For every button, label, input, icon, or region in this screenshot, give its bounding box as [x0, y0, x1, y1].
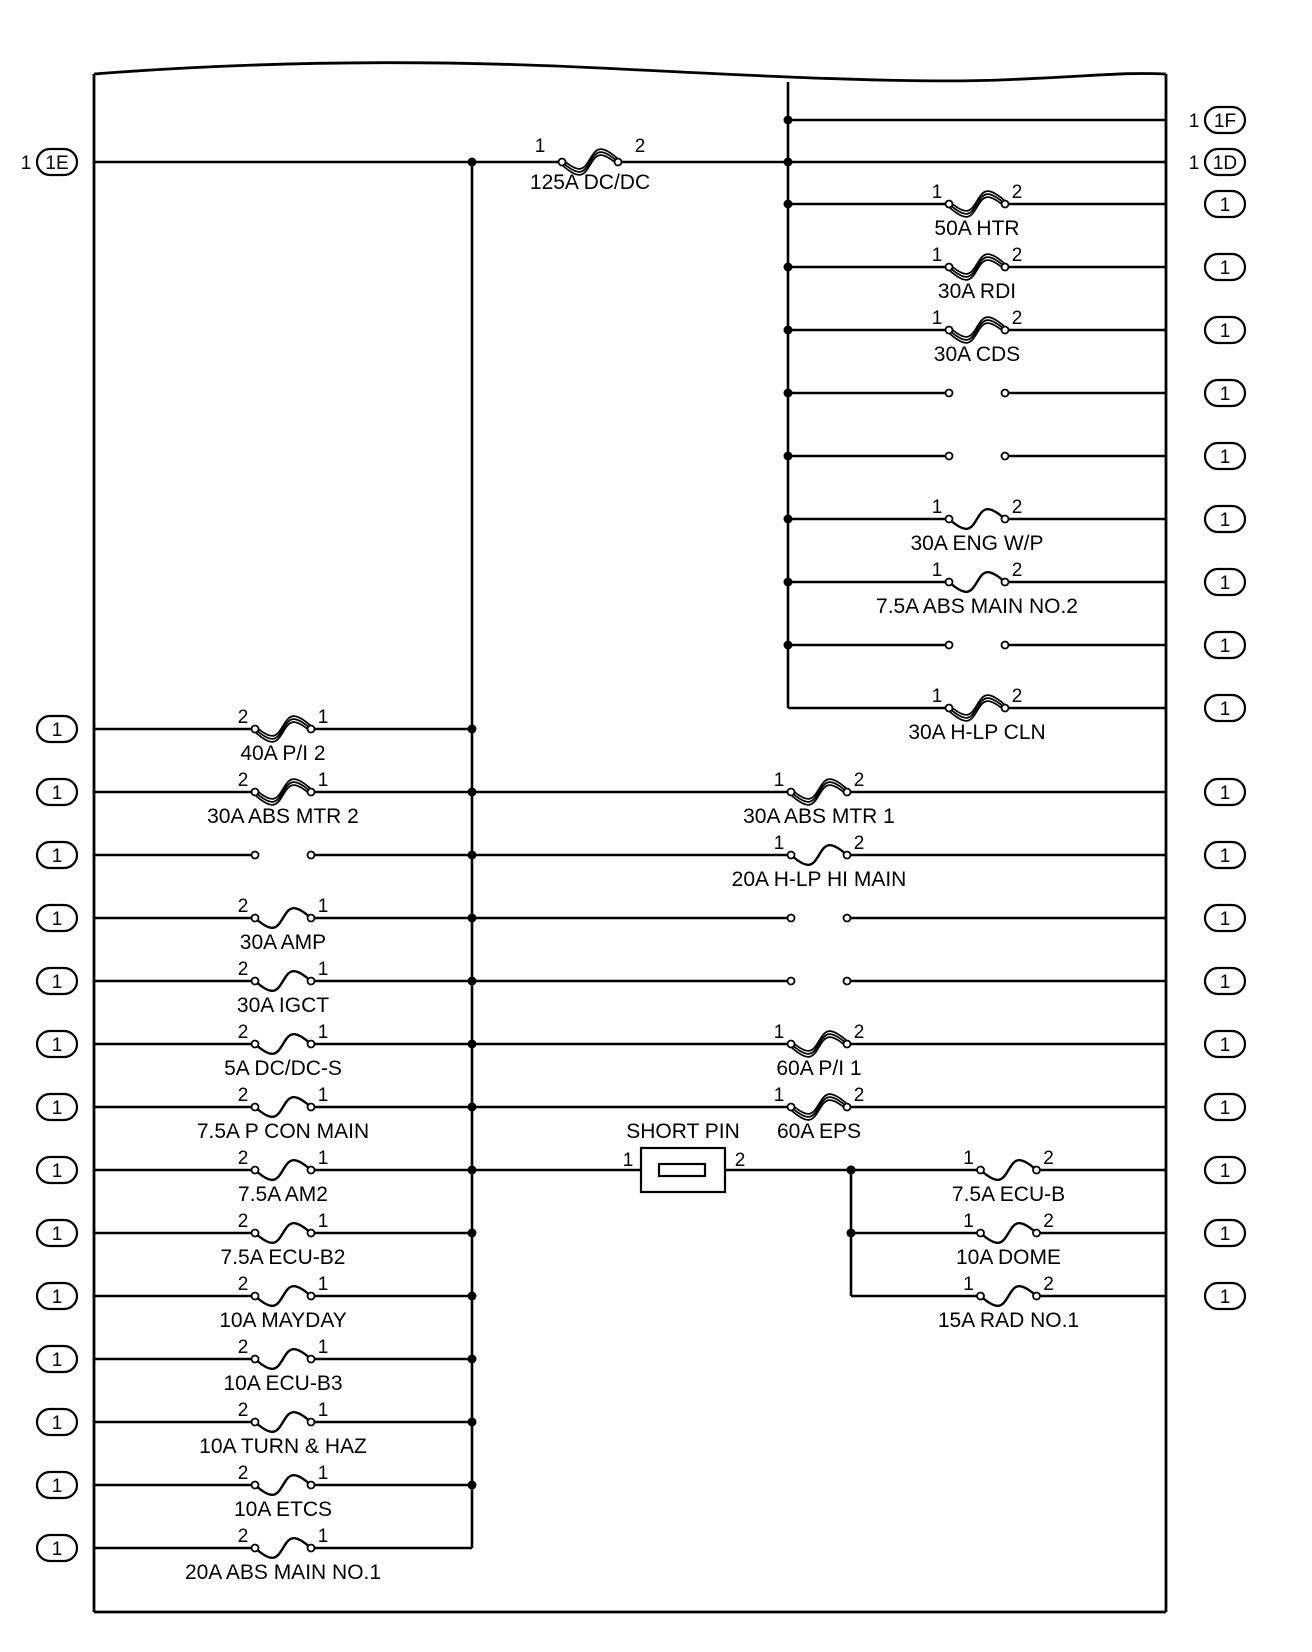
- fuse-pin-label: 1: [931, 560, 943, 581]
- fuse-pin-label: 2: [1011, 182, 1023, 203]
- fuse-label: 7.5A P CON MAIN: [196, 1120, 370, 1143]
- junction-dot: [784, 158, 793, 167]
- fuse-pin-label: 1: [931, 182, 943, 203]
- connector-left-label: 1: [51, 1098, 63, 1119]
- fuse-terminal: [946, 264, 953, 271]
- connector-left-label: 1: [51, 846, 63, 867]
- fuse-label: 30A ABS MTR 2: [207, 805, 359, 828]
- junction-dot: [468, 788, 477, 797]
- fuse-label: 10A ETCS: [233, 1498, 333, 1521]
- fuse-pin-label: 2: [237, 1085, 249, 1106]
- connector-right-label: 1: [1219, 636, 1231, 657]
- fuse-label: 30A AMP: [239, 931, 327, 954]
- junction-dot: [468, 1481, 477, 1490]
- fuse-pin-label: 2: [853, 770, 865, 791]
- fuse-pin-label: 1: [773, 833, 785, 854]
- connector-right-label: 1: [1219, 1287, 1231, 1308]
- junction-dot: [784, 515, 793, 524]
- connector-left-label: 1: [51, 1035, 63, 1056]
- fuse-terminal: [308, 1293, 315, 1300]
- fuse-terminal: [252, 852, 259, 859]
- short-pin-pin: 1: [622, 1150, 634, 1171]
- connector-left-label: 1: [51, 1161, 63, 1182]
- fuse-pin-label: 2: [634, 136, 646, 157]
- fuse-pin-label: 2: [1011, 245, 1023, 266]
- fuse-pin-label: 2: [1043, 1148, 1054, 1169]
- junction-dot: [468, 1040, 477, 1049]
- fuse-terminal: [308, 915, 315, 922]
- fuse-pin-label: 1: [963, 1211, 974, 1232]
- fuse-pin-label: 1: [317, 707, 329, 728]
- fuse-pin-label: 2: [237, 1148, 249, 1169]
- fuse-label: 30A CDS: [933, 343, 1021, 366]
- junction-dot: [468, 851, 477, 860]
- fuse-terminal: [946, 453, 953, 460]
- fuse-pin-label: 2: [237, 1211, 249, 1232]
- fuse-terminal: [252, 726, 259, 733]
- fuse-terminal: [308, 852, 315, 859]
- connector-right-label: 1: [1219, 846, 1231, 867]
- fuse-pin-label: 1: [773, 1022, 785, 1043]
- outline-top-break: [94, 63, 1166, 81]
- fuse-pin-label: 1: [317, 1148, 329, 1169]
- fuse-terminal: [788, 789, 795, 796]
- fuse-terminal: [308, 789, 315, 796]
- fuse-label: 30A ABS MTR 1: [743, 805, 895, 828]
- junction-dot: [468, 1166, 477, 1175]
- fuse-terminal: [615, 159, 622, 166]
- connector-1e-label: 1E: [45, 153, 69, 174]
- fuse-pin-label: 1: [931, 686, 943, 707]
- fuse-label: 10A TURN & HAZ: [199, 1435, 367, 1458]
- fuse-label: 7.5A ABS MAIN NO.2: [876, 595, 1078, 618]
- junction-dot: [784, 452, 793, 461]
- connector-right-label: 1: [1219, 384, 1231, 405]
- fuse-terminal: [788, 915, 795, 922]
- fuse-label: 30A IGCT: [236, 994, 330, 1017]
- fuse-terminal: [252, 789, 259, 796]
- fuse-terminal: [252, 1356, 259, 1363]
- labels: [21, 111, 1237, 1584]
- fuse-terminal: [1002, 390, 1009, 397]
- fuse-terminal: [844, 852, 851, 859]
- junction-dot: [784, 389, 793, 398]
- fuse-terminal: [946, 390, 953, 397]
- fuse-pin-label: 2: [237, 1337, 249, 1358]
- fuse-pin-label: 1: [773, 1085, 785, 1106]
- fuse-label: 60A P/I 1: [776, 1057, 862, 1080]
- fuse-terminal: [252, 1419, 259, 1426]
- fuse-label: 30A RDI: [937, 280, 1017, 303]
- connector-right-label: 1: [1219, 1035, 1231, 1056]
- fuse-pin-label: 2: [237, 1274, 249, 1295]
- fuse-pin-label: 1: [317, 1337, 329, 1358]
- fuse-terminal: [946, 327, 953, 334]
- fuse-terminal: [977, 1167, 984, 1174]
- short-pin-pin: 2: [734, 1150, 746, 1171]
- fuse-terminal: [1002, 642, 1009, 649]
- fuse-terminal: [946, 705, 953, 712]
- fuse-terminal: [1002, 453, 1009, 460]
- connector-right-label: 1: [1219, 321, 1231, 342]
- fuse-label: 7.5A AM2: [238, 1183, 328, 1206]
- junction-dot: [847, 1166, 856, 1175]
- fuse-pin-label: 2: [237, 1400, 249, 1421]
- fuse-label: 60A EPS: [776, 1120, 862, 1143]
- fuse-terminal: [788, 978, 795, 985]
- fuse-pin-label: 1: [963, 1148, 974, 1169]
- junction-dot: [784, 200, 793, 209]
- fuse-terminal: [1002, 579, 1009, 586]
- fuse-terminal: [977, 1230, 984, 1237]
- junction-dot: [468, 158, 477, 167]
- connector-left-label: 1: [51, 1476, 63, 1497]
- fuse-label: 10A ECU-B3: [223, 1372, 343, 1395]
- fuse-label: 15A RAD NO.1: [937, 1309, 1080, 1332]
- fuse-pin-label: 1: [773, 770, 785, 791]
- connector-left-label: 1: [51, 1413, 63, 1434]
- connector-left-label: 1: [51, 972, 63, 993]
- fuse-label: 20A ABS MAIN NO.1: [184, 1561, 382, 1584]
- junction-dot: [784, 641, 793, 650]
- connector-right-label: 1: [1219, 195, 1231, 216]
- fuse-label: 10A DOME: [955, 1246, 1062, 1269]
- junction-dot: [468, 1292, 477, 1301]
- fuse-label: 5A DC/DC-S: [224, 1057, 342, 1080]
- fuse-pin-label: 1: [317, 1274, 329, 1295]
- fuse-pin-label: 2: [1043, 1274, 1054, 1295]
- fuse-terminal: [252, 978, 259, 985]
- fuse-pin-label: 2: [1011, 686, 1023, 707]
- junction-dot: [468, 725, 477, 734]
- junction-dot: [784, 326, 793, 335]
- fuse-pin-label: 1: [317, 1400, 329, 1421]
- connector-left-label: 1: [51, 1350, 63, 1371]
- fuse-pin-label: 2: [1011, 308, 1023, 329]
- junction-dot: [468, 914, 477, 923]
- fuse-terminal: [1002, 264, 1009, 271]
- junction-dot: [468, 1103, 477, 1112]
- connector-left-label: 1: [51, 783, 63, 804]
- junction-dot: [784, 263, 793, 272]
- fuse-terminal: [1033, 1167, 1040, 1174]
- fuse-terminal: [308, 1356, 315, 1363]
- connector-right-label: 1: [1219, 1224, 1231, 1245]
- connector-right-label: 1: [1219, 573, 1231, 594]
- connector-1d-label: 1D: [1212, 153, 1238, 174]
- junction-dot: [847, 1229, 856, 1238]
- fuse-pin-label: 2: [1011, 560, 1023, 581]
- fuse-terminal: [308, 1167, 315, 1174]
- fuse-pin-label: 2: [237, 896, 249, 917]
- connector-1f-label: 1F: [1213, 111, 1237, 132]
- fuse-terminal: [1002, 516, 1009, 523]
- fuse-pin-label: 1: [317, 896, 329, 917]
- fuse-label: 7.5A ECU-B: [951, 1183, 1066, 1206]
- connector-left-label: 1: [51, 1224, 63, 1245]
- fuse-terminal: [252, 1167, 259, 1174]
- junction-dot: [468, 1229, 477, 1238]
- fuse-terminal: [252, 1041, 259, 1048]
- fuse-terminal: [844, 1104, 851, 1111]
- connector-right-label: 1: [1219, 909, 1231, 930]
- fuse-label: 30A ENG W/P: [910, 532, 1044, 555]
- connector-left-label: 1: [51, 1539, 63, 1560]
- fuse-label: 20A H-LP HI MAIN: [731, 868, 907, 891]
- fuse-pin-label: 1: [317, 1211, 329, 1232]
- fuse-pin-label: 2: [237, 770, 249, 791]
- fuse-terminal: [946, 642, 953, 649]
- fuse-terminal: [844, 978, 851, 985]
- fuse-terminal: [788, 1041, 795, 1048]
- connector-right-label: 1: [1219, 258, 1231, 279]
- fuse-terminal: [559, 159, 566, 166]
- fuse-terminal: [788, 852, 795, 859]
- junction-dot: [784, 578, 793, 587]
- connector-left-label: 1: [51, 909, 63, 930]
- fuse-pin-label: 2: [237, 959, 249, 980]
- fuse-pin-label: 2: [853, 833, 865, 854]
- fuse-terminal: [252, 1230, 259, 1237]
- fuse-terminal: [1033, 1293, 1040, 1300]
- fuse-terminal: [252, 915, 259, 922]
- short-pin-label: SHORT PIN: [626, 1120, 740, 1143]
- junction-dot: [468, 1418, 477, 1427]
- fuse-pin-label: 1: [317, 959, 329, 980]
- connector-pin: 1: [20, 153, 32, 174]
- fuse-terminal: [252, 1482, 259, 1489]
- fuse-pin-label: 2: [237, 1463, 249, 1484]
- fuse-terminal: [946, 201, 953, 208]
- fuse-terminal: [252, 1545, 259, 1552]
- fuse-terminal: [308, 726, 315, 733]
- components: [37, 107, 1245, 1561]
- fuse-terminal: [308, 1482, 315, 1489]
- fuse-terminal: [308, 1545, 315, 1552]
- connector-right-label: 1: [1219, 510, 1231, 531]
- connector-right-label: 1: [1219, 972, 1231, 993]
- fuse-pin-label: 1: [534, 136, 546, 157]
- connector-right-label: 1: [1219, 699, 1231, 720]
- connector-right-label: 1: [1219, 1098, 1231, 1119]
- fuse-terminal: [1002, 705, 1009, 712]
- fuse-terminal: [308, 978, 315, 985]
- fuse-terminal: [252, 1293, 259, 1300]
- fuse-terminal: [1002, 201, 1009, 208]
- junction-dot: [784, 116, 793, 125]
- fuse-pin-label: 1: [931, 245, 943, 266]
- connector-right-label: 1: [1219, 1161, 1231, 1182]
- fuse-terminal: [788, 1104, 795, 1111]
- junction-dot: [468, 1355, 477, 1364]
- fuse-pin-label: 2: [237, 1022, 249, 1043]
- connector-pin: 1: [1188, 111, 1200, 132]
- junction-dot: [468, 977, 477, 986]
- fuse-terminal: [308, 1104, 315, 1111]
- fuse-pin-label: 1: [317, 770, 329, 791]
- fuse-pin-label: 1: [931, 308, 943, 329]
- connector-pin: 1: [1188, 153, 1200, 174]
- fuse-pin-label: 1: [317, 1463, 329, 1484]
- fuse-terminal: [844, 915, 851, 922]
- fuse-pin-label: 2: [853, 1022, 865, 1043]
- fuse-pin-label: 2: [1011, 497, 1023, 518]
- fuse-label: 40A P/I 2: [240, 742, 326, 765]
- connector-right-label: 1: [1219, 783, 1231, 804]
- fuse-pin-label: 2: [1043, 1211, 1054, 1232]
- fuse-terminal: [1033, 1230, 1040, 1237]
- connector-left-label: 1: [51, 720, 63, 741]
- fuse-label: 7.5A ECU-B2: [220, 1246, 346, 1269]
- fuse-label: 125A DC/DC: [529, 171, 651, 194]
- fuse-terminal: [946, 516, 953, 523]
- fuse-pin-label: 1: [317, 1526, 329, 1547]
- fuse-terminal: [1002, 327, 1009, 334]
- short-pin-element: [659, 1164, 705, 1176]
- fuse-pin-label: 2: [237, 707, 249, 728]
- fuse-label: 10A MAYDAY: [219, 1309, 347, 1332]
- connector-left-label: 1: [51, 1287, 63, 1308]
- fuse-pin-label: 1: [317, 1085, 329, 1106]
- fuse-terminal: [977, 1293, 984, 1300]
- fuse-terminal: [844, 1041, 851, 1048]
- fuse-pin-label: 2: [853, 1085, 865, 1106]
- fuse-pin-label: 1: [317, 1022, 329, 1043]
- fuse-terminal: [308, 1041, 315, 1048]
- fuse-label: 30A H-LP CLN: [908, 721, 1046, 744]
- fuse-terminal: [308, 1419, 315, 1426]
- fuse-pin-label: 1: [963, 1274, 974, 1295]
- fuse-pin-label: 1: [931, 497, 943, 518]
- fuse-terminal: [308, 1230, 315, 1237]
- fuse-terminal: [844, 789, 851, 796]
- fuse-terminal: [252, 1104, 259, 1111]
- fuse-label: 50A HTR: [934, 217, 1020, 240]
- fuse-pin-label: 2: [237, 1526, 249, 1547]
- fuse-terminal: [946, 579, 953, 586]
- connector-right-label: 1: [1219, 447, 1231, 468]
